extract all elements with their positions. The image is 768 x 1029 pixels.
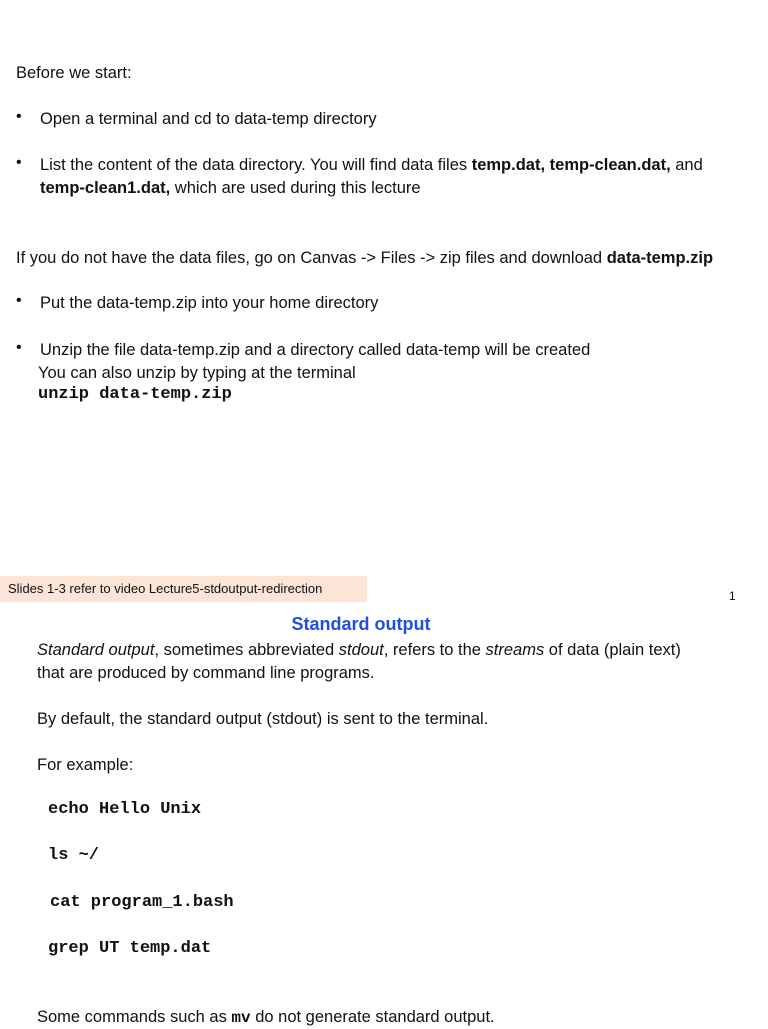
stdout-definition-cont: that are produced by command line programs. (37, 664, 375, 682)
bullet-unzip: Unzip the file data-temp.zip and a directory called data-temp will be created (40, 341, 591, 359)
command-example: ls ~/ (48, 846, 100, 865)
command-example: grep UT temp.dat (48, 939, 212, 958)
no-output-note: Some commands such as mv do not generate standard output. (37, 1008, 495, 1027)
stdout-default: By default, the standard output (stdout) is sent to the terminal. (37, 710, 489, 728)
bullet-marker: • (16, 339, 22, 356)
bullet-marker: • (16, 108, 22, 125)
stdout-definition: Standard output, sometimes abbreviated stdout, refers to the streams of data (plain text) (37, 641, 681, 659)
bullet-put-zip: Put the data-temp.zip into your home directory (40, 294, 379, 312)
command-example: echo Hello Unix (48, 800, 202, 819)
page-number: 1 (729, 589, 736, 603)
bullet-marker: • (16, 292, 22, 309)
video-note: Slides 1-3 refer to video Lecture5-stdoutput-redirection (0, 576, 367, 602)
bullet-marker: • (16, 154, 22, 171)
download-instruction: If you do not have the data files, go on Canvas -> Files -> zip files and download data-temp.zip (16, 249, 714, 267)
intro-text: Before we start: (16, 64, 132, 82)
unzip-terminal-hint: You can also unzip by typing at the terminal (38, 364, 356, 382)
bullet-list-content-cont: temp-clean1.dat, which are used during this lecture (40, 179, 421, 197)
command-example: cat program_1.bash (50, 893, 234, 912)
for-example: For example: (37, 756, 134, 774)
bullet-list-content: List the content of the data directory. You will find data files temp.dat, temp-clean.dat, and (40, 156, 703, 174)
slide-title: Standard output (291, 614, 431, 634)
bullet-open-terminal: Open a terminal and cd to data-temp directory (40, 110, 377, 128)
unzip-command: unzip data-temp.zip (38, 385, 232, 404)
